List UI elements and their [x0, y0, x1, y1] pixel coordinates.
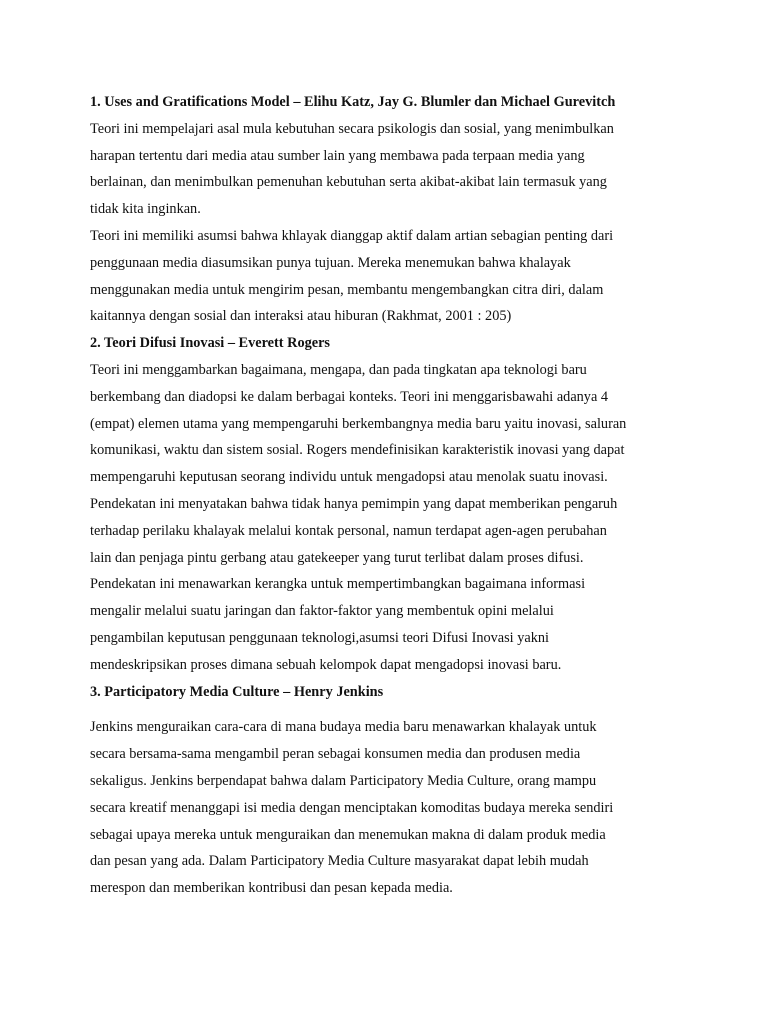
text-line: lain dan penjaga pintu gerbang atau gatekeeper yang turut terlibat dalam proses difusi.: [90, 549, 584, 566]
text-line: sekaligus. Jenkins berpendapat bahwa dalam Participatory Media Culture, orang mampu: [90, 772, 597, 789]
section-participatory-media-culture: [90, 679, 690, 902]
text-line: Teori ini mempelajari asal mula kebutuhan secara psikologis dan sosial, yang menimbulkan: [90, 120, 614, 137]
text-line: Pendekatan ini menawarkan kerangka untuk mempertimbangkan bagaimana informasi: [90, 576, 586, 593]
text-line: dan pesan yang ada. Dalam Participatory Media Culture masyarakat dapat lebih mudah: [90, 853, 589, 870]
section-heading: 3. Participatory Media Culture – Henry Jenkins: [90, 683, 384, 700]
text-line: penggunaan media diasumsikan punya tujuan. Mereka menemukan bahwa khalayak: [90, 254, 571, 271]
text-line: secara bersama-sama mengambil peran sebagai konsumen media dan produsen media: [90, 746, 581, 763]
text-line: mempengaruhi keputusan seorang individu untuk mengadopsi atau menolak suatu inovasi.: [90, 469, 608, 486]
text-line: secara kreatif menanggapi isi media dengan menciptakan komoditas budaya mereka sendiri: [90, 799, 614, 816]
paragraph: [90, 116, 690, 223]
text-line: menggunakan media untuk mengirim pesan, membantu mengembangkan citra diri, dalam: [90, 281, 604, 298]
text-line: (empat) elemen utama yang mempengaruhi berkembangnya media baru yaitu inovasi, saluran: [90, 415, 627, 432]
text-line: kaitannya dengan sosial dan interaksi atau hiburan (Rakhmat, 2001 : 205): [90, 308, 512, 325]
text-line: pengambilan keputusan penggunaan teknologi,asumsi teori Difusi Inovasi yakni: [90, 629, 549, 646]
text-line: berkembang dan diadopsi ke dalam berbagai konteks. Teori ini menggarisbawahi adanya 4: [90, 388, 609, 405]
paragraph-spacer: [90, 705, 690, 714]
text-line: Pendekatan ini menyatakan bahwa tidak hanya pemimpin yang dapat memberikan pengaruh: [90, 495, 618, 512]
text-line: Jenkins menguraikan cara-cara di mana budaya media baru menawarkan khalayak untuk: [90, 719, 597, 736]
section-heading: 1. Uses and Gratifications Model – Elihu Katz, Jay G. Blumler dan Michael Gurevitch: [90, 94, 616, 110]
text-line: merespon dan memberikan kontribusi dan pesan kepada media.: [90, 880, 453, 897]
document-page: [90, 89, 690, 902]
text-line: sebagai upaya mereka untuk menguraikan dan menemukan makna di dalam produk media: [90, 826, 606, 843]
section-heading: 2. Teori Difusi Inovasi – Everett Rogers: [90, 335, 330, 352]
text-line: Teori ini menggambarkan bagaimana, mengapa, dan pada tingkatan apa teknologi baru: [90, 361, 587, 378]
section-uses-gratifications: [90, 89, 690, 330]
paragraph: [90, 223, 690, 330]
text-line: mendeskripsikan proses dimana sebuah kelompok dapat mengadopsi inovasi baru.: [90, 656, 562, 673]
text-line: berlainan, dan menimbulkan pemenuhan kebutuhan serta akibat-akibat lain termasuk yang: [90, 174, 607, 191]
text-line: terhadap perilaku khalayak melalui kontak personal, namun terdapat agen-agen perubahan: [90, 522, 607, 539]
text-line: mengalir melalui suatu jaringan dan faktor-faktor yang membentuk opini melalui: [90, 603, 554, 620]
text-line: harapan tertentu dari media atau sumber lain yang membawa pada terpaan media yang: [90, 147, 585, 164]
text-line: tidak kita inginkan.: [90, 201, 201, 218]
text-line: Teori ini memiliki asumsi bahwa khlayak dianggap aktif dalam artian sebagian penting dari: [90, 227, 614, 244]
paragraph: [90, 714, 690, 902]
section-difusi-inovasi: [90, 330, 690, 678]
text-line: komunikasi, waktu dan sistem sosial. Rogers mendefinisikan karakteristik inovasi yang dapat: [90, 442, 625, 459]
paragraph: [90, 357, 690, 679]
